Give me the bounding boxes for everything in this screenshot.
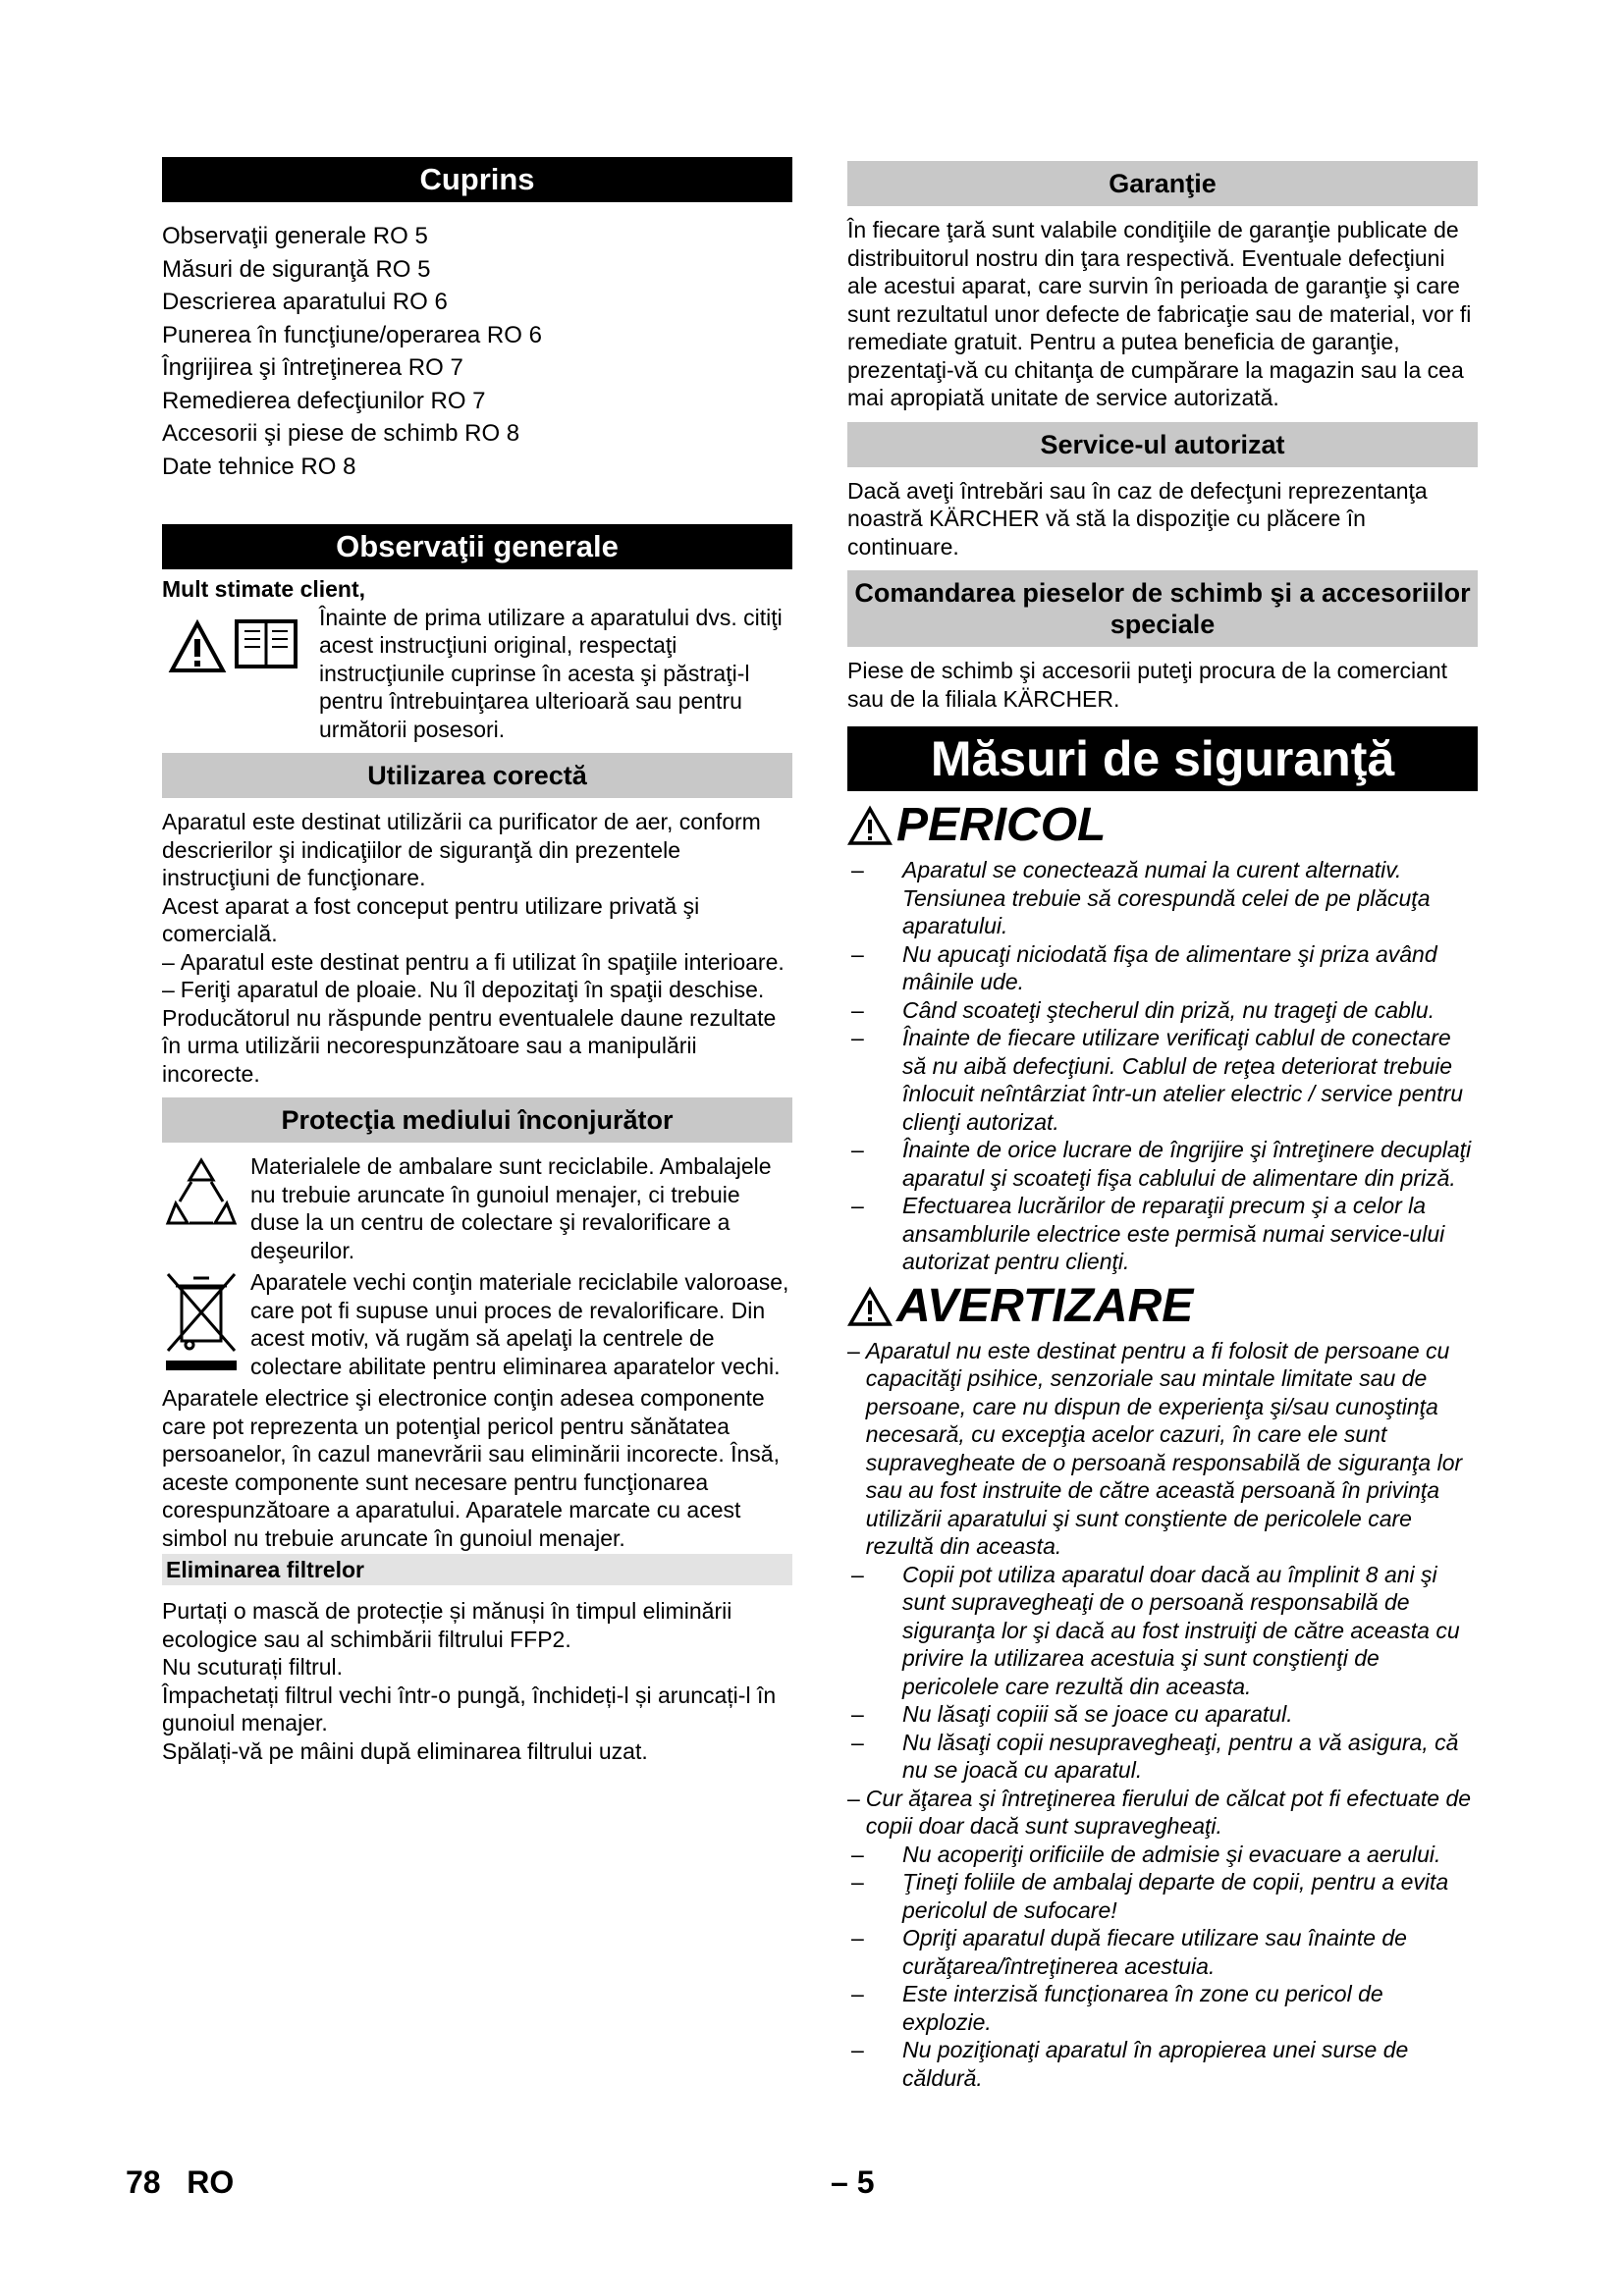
usage-p1: Aparatul este destinat utilizării ca purificator de aer, conform descrierilor şi indicaţiilor de siguranţă din prezentele instrucţiuni de funcţionare.: [162, 809, 761, 890]
parts-title: Comandarea pieselor de schimb şi a accesoriilor speciale: [847, 570, 1478, 647]
warning-item: – Nu acoperiţi orificiile de admisie şi evacuare a aerului.: [851, 1841, 1441, 1867]
toc-item[interactable]: Accesorii şi piese de schimb RO 8: [162, 420, 520, 447]
warranty-text: În fiecare ţară sunt valabile condiţiile de garanţie publicate de distribuitorul nostru din ţara respectivă. Eventuale defecţiuni ale acestui aparat, care survin în perioada de garanţie şi care sunt rezultatul unor defecte de fabricaţie sau de material, vor fi remediate gratuit. Pentru a putea beneficia de garanţie, prezentaţi-vă cu chitanţa de cumpărare la magazin sau la cea mai apropiată unitate de service autorizată.: [847, 217, 1472, 410]
toc-item[interactable]: Punerea în funcţiune/operarea RO 6: [162, 321, 542, 348]
warning-label: AVERTIZARE: [896, 1279, 1194, 1332]
warning-item: – Aparatul nu este destinat pentru a fi folosit de persoane cu capacităţi psihice, senzoriale sau mintale limitate sau de persoane, care nu dispun de experienţa şi/sau cunoştinţa necesară, cu excepţia acelor cazuri, în care ele sunt supravegheate de o persoană responsabilă de siguranţa lor sau au fost instruite de către această persoană în privinţa utilizării aparatului şi sunt conştiente de pericolele care rezultă din aceasta.: [847, 1337, 1463, 1559]
danger-item: – Nu apucaţi niciodată fişa de alimentare şi priza având mâinile ude.: [851, 940, 1437, 994]
filter-title: Eliminarea filtrelor: [162, 1554, 792, 1585]
toc-item[interactable]: Măsuri de siguranţă RO 5: [162, 255, 431, 283]
warning-item: – Nu poziţionaţi aparatul în apropierea unei surse de căldură.: [851, 2037, 1409, 2091]
danger-list: [847, 856, 1478, 1276]
danger-item: – Înainte de fiecare utilizare verificaţi cablul de conectare să nu aibă defecţiuni. Cablul de reţea deteriorat trebuie înlocuit neîntârziat într-un atelier electric / service pentru clienţi autorizat.: [851, 1025, 1464, 1135]
warning-item: – Este interzisă funcţionarea în zone cu pericol de explozie.: [851, 1981, 1383, 2035]
danger-item: – Înainte de orice lucrare de îngrijire şi întreţinere decuplaţi aparatul şi scoateţi fişa cablului de alimentare din priză.: [851, 1137, 1472, 1191]
table-of-contents: [162, 220, 792, 483]
warning-item: – Copii pot utiliza aparatul doar dacă au împlinit 8 ani şi sunt supravegheaţi de o persoană responsabilă de siguranţa lor şi dacă au fost instruiţi de către aceasta cu privire la utilizarea acestuia şi sunt conştienţi de pericolele care rezultă din aceasta.: [851, 1561, 1460, 1699]
danger-item: – Aparatul se conectează numai la curent alternativ. Tensiunea trebuie să corespundă celei de pe plăcuţa aparatului.: [851, 857, 1431, 938]
filter-p4: Spălați-vă pe mâini după eliminarea filtrului uzat.: [162, 1737, 648, 1764]
danger-heading: [847, 799, 1478, 852]
page-number-left: 78 RO: [126, 2164, 235, 2200]
recycle-row: [162, 1152, 792, 1264]
intro-text: Înainte de prima utilizare a aparatului dvs. citiţi acest instrucţiuni original, respectaţi instrucţiunile cuprinse în acesta şi păstraţi-l pentru întrebuinţarea ulterioară sau pentru următorii posesori.: [319, 604, 783, 742]
warning-heading: [847, 1280, 1478, 1333]
warning-item: – Ţineţi foliile de ambalaj departe de copii, pentru a evita pericolul de sufocare!: [851, 1869, 1449, 1923]
usage-list-item: – Feriţi aparatul de ploaie. Nu îl depozitaţi în spaţii deschise.: [162, 977, 765, 1002]
greeting: Mult stimate client,: [162, 576, 366, 602]
toc-item[interactable]: Remedierea defecţiunilor RO 7: [162, 387, 486, 414]
toc-title: Cuprins: [162, 157, 792, 202]
right-column: [847, 157, 1478, 2092]
weee-text: Aparatele vechi conţin materiale reciclabile valoroase, care pot fi supuse unui proces de revalorificare. Din acest motiv, vă rugăm să apelaţi la centrele de colectare abilitate pentru eliminarea aparatelor vechi.: [250, 1269, 789, 1379]
weee-icon-box: [162, 1268, 250, 1376]
filter-p3: Împachetați filtrul vechi într-o pungă, închideți-l și aruncați-l în gunoiul menajer.: [162, 1682, 777, 1735]
usage-p3: Producătorul nu răspunde pentru eventualele daune rezultate în urma utilizării necorespunzătoare sau a manipulării incorecte.: [162, 1004, 777, 1087]
crossed-bin-icon: [162, 1268, 241, 1372]
recycle-text: Materialele de ambalare sunt reciclabile. Ambalajele nu trebuie aruncate în gunoiul menajer, ci trebuie duse la un centru de colectare şi revalorificare a deşeurilor.: [250, 1153, 772, 1263]
recycle-icon: [162, 1152, 241, 1231]
danger-item: – Efectuarea lucrărilor de reparaţii precum şi a celor la ansamblurile electrice este permisă numai service-ului autorizat pentru clienţi.: [851, 1193, 1445, 1274]
toc-item[interactable]: Date tehnice RO 8: [162, 453, 356, 480]
recycle-icon-box: [162, 1152, 250, 1260]
parts-text: Piese de schimb şi accesorii puteţi procura de la comerciant sau de la filiala KÄRCHER.: [847, 658, 1448, 712]
warning-item: – Nu lăsaţi copiii să se joace cu aparatul.: [851, 1701, 1293, 1727]
service-title: Service-ul autorizat: [847, 422, 1478, 467]
general-title: Observaţii generale: [162, 524, 792, 569]
safety-title: Măsuri de siguranţă: [847, 726, 1478, 791]
toc-item[interactable]: Îngrijirea şi întreţinerea RO 7: [162, 354, 463, 381]
danger-item: – Când scoateţi ştecherul din priză, nu trageţi de cablu.: [851, 996, 1435, 1023]
warning-icon: [847, 1286, 893, 1327]
usage-p2: Acest aparat a fost conceput pentru utilizare privată şi comercială.: [162, 892, 700, 946]
filter-p2: Nu scuturați filtrul.: [162, 1654, 344, 1680]
toc-item[interactable]: Observaţii generale RO 5: [162, 223, 428, 249]
environment-title: Protecţia mediului înconjurător: [162, 1097, 792, 1143]
warranty-title: Garanţie: [847, 161, 1478, 206]
danger-icon: [847, 805, 893, 846]
intro-block: [162, 604, 792, 744]
left-column: [162, 157, 792, 1765]
electrical-text: Aparatele electrice şi electronice conţin adesea componente care pot reprezenta un potenţial pericol pentru sănătatea persoanelor, în cazul manevrării sau eliminării incorecte. Însă, aceste componente sunt necesare pentru funcţionarea corespunzătoare a aparatului. Aparatele marcate cu acest simbol nu trebuie aruncate în gunoiul menajer.: [162, 1385, 780, 1551]
usage-list-item: – Aparatul este destinat pentru a fi utilizat în spaţiile interioare.: [162, 948, 785, 975]
usage-title: Utilizarea corectă: [162, 753, 792, 798]
toc-item[interactable]: Descrierea aparatului RO 6: [162, 289, 448, 315]
weee-row: [162, 1268, 792, 1380]
warning-item: – Opriţi aparatul după fiecare utilizare sau înainte de curăţarea/întreţinerea acestuia.: [851, 1925, 1407, 1979]
service-text: Dacă aveţi întrebări sau în caz de defecţuni reprezentanţa noastră KÄRCHER vă stă la dispoziţie cu plăcere în continuare.: [847, 477, 1428, 560]
filter-p1: Purtați o mască de protecție și mănuși în timpul eliminării ecologice sau al schimbării filtrului FFP2.: [162, 1598, 732, 1652]
warning-item: – Cur ăţarea şi întreţinerea fierului de călcat pot fi efectuate de copii doar dacă sunt supravegheaţi.: [847, 1785, 1472, 1839]
page-number-center: – 5: [831, 2164, 875, 2200]
danger-label: PERICOL: [896, 799, 1107, 851]
warning-item: – Nu lăsaţi copii nesupravegheaţi, pentru a vă asigura, că nu se joacă cu aparatul.: [851, 1729, 1459, 1783]
warning-manual-icon: [168, 610, 354, 678]
warning-list: [847, 1337, 1478, 2093]
